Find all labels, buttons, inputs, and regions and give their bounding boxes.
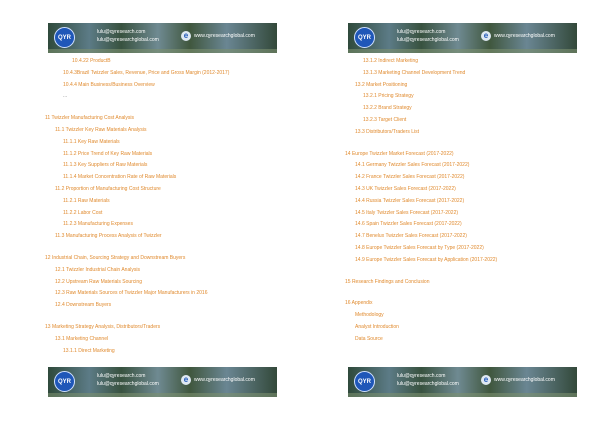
toc-entry[interactable]: 14.6 Spain Twizzler Sales Forecast (2017-2022)	[355, 221, 462, 228]
toc-entry[interactable]: 11.2.2 Labor Cost	[63, 209, 103, 216]
toc-entry[interactable]: 11.1.1 Key Raw Materials	[63, 138, 120, 145]
toc-entry[interactable]: 14.5 Italy Twizzler Sales Forecast (2017-2022)	[355, 209, 459, 216]
toc-entry[interactable]: 14.7 Benelux Twizzler Sales Forecast (2017-2022)	[355, 233, 467, 240]
banner-stripe	[348, 49, 577, 53]
toc-entry[interactable]: 16 Appendix	[345, 300, 373, 307]
internet-explorer-icon: e	[481, 31, 491, 41]
contact-email[interactable]: lulu@qyresearch.com	[97, 373, 146, 379]
qyr-logo: QYR	[54, 27, 75, 48]
qyr-logo: QYR	[54, 371, 75, 392]
toc-entry[interactable]: 13.1 Marketing Channel	[55, 335, 109, 342]
toc-entry[interactable]: 12.1 Twizzler Industrial Chain Analysis	[55, 266, 140, 273]
toc-entry[interactable]: 13.2.3 Target Client	[363, 117, 407, 123]
toc-entry[interactable]: 14.9 Europe Twizzler Sales Forecast by Application (2017-2022)	[355, 256, 498, 263]
toc-entry[interactable]: 11.1.4 Market Concentration Rate of Raw Materials	[63, 174, 177, 181]
right-page	[300, 0, 600, 424]
toc-entry[interactable]: 12.3 Raw Materials Sources of Twizzler Major Manufacturers in 2016	[55, 290, 208, 297]
toc-entry[interactable]: 15 Research Findings and Conclusion	[345, 278, 430, 285]
toc-entry[interactable]: 12 Industrial Chain, Sourcing Strategy and Downstream Buyers	[45, 255, 186, 261]
toc-entry[interactable]: 12.2 Upstream Raw Materials Sourcing	[55, 278, 142, 285]
toc-entry[interactable]: 11.2.3 Manufacturing Expenses	[63, 221, 133, 228]
website-link[interactable]: www.qyresearchglobal.com	[494, 377, 555, 383]
contact-email-alt[interactable]: lulu@qyresearchglobal.com	[97, 381, 159, 387]
toc-entry[interactable]: 13.1.1 Direct Marketing	[63, 347, 115, 354]
toc-entry[interactable]: 13.2.2 Brand Strategy	[363, 105, 412, 112]
banner-stripe	[48, 393, 277, 397]
toc-entry[interactable]: 11.1.3 Key Suppliers of Raw Materials	[63, 162, 148, 169]
internet-explorer-icon: e	[181, 31, 191, 41]
toc-entry[interactable]: 11 Twizzler Manufacturing Cost Analysis	[45, 115, 135, 122]
toc-entry[interactable]: 13.2 Market Positioning	[355, 81, 408, 88]
contact-email-alt[interactable]: lulu@qyresearchglobal.com	[97, 37, 159, 43]
contact-email[interactable]: lulu@qyresearch.com	[397, 29, 446, 35]
toc-entry[interactable]: 11.2.1 Raw Materials	[63, 197, 110, 204]
toc-entry[interactable]: 11.3 Manufacturing Process Analysis of Twizzler	[55, 233, 162, 240]
toc-entry[interactable]: 13 Marketing Strategy Analysis, Distributors/Traders	[45, 324, 161, 330]
toc-entry[interactable]: 11.1.2 Price Trend of Key Raw Materials	[63, 150, 153, 157]
toc-entry[interactable]: Analyst Introduction	[355, 324, 399, 330]
footer-banner	[48, 367, 277, 397]
toc-entry[interactable]: 13.2.1 Pricing Strategy	[363, 93, 414, 100]
website-link[interactable]: www.qyresearchglobal.com	[194, 33, 255, 39]
header-banner	[48, 23, 277, 53]
toc-entry[interactable]: ...	[63, 93, 68, 100]
toc-entry[interactable]: 13.3 Distributors/Traders List	[355, 128, 420, 135]
toc-entry[interactable]: 14.1 Germany Twizzler Sales Forecast (2017-2022)	[355, 162, 470, 169]
toc-entry[interactable]: 14.8 Europe Twizzler Sales Forecast by Type (2017-2022)	[355, 245, 484, 251]
contact-email[interactable]: lulu@qyresearch.com	[97, 29, 146, 35]
qyr-logo: QYR	[354, 371, 375, 392]
website-link[interactable]: www.qyresearchglobal.com	[194, 377, 255, 383]
toc-entry[interactable]: 11.2 Proportion of Manufacturing Cost Structure	[55, 186, 161, 192]
contact-email-alt[interactable]: lulu@qyresearchglobal.com	[397, 37, 459, 43]
header-banner	[348, 23, 577, 53]
banner-stripe	[48, 49, 277, 53]
contact-email-alt[interactable]: lulu@qyresearchglobal.com	[397, 381, 459, 387]
toc-entry[interactable]: 11.1 Twizzler Key Raw Materials Analysis	[55, 127, 147, 133]
toc-entry[interactable]: 13.1.3 Marketing Channel Development Trend	[363, 69, 466, 76]
toc-entry[interactable]: Data Source	[355, 335, 383, 342]
toc-entry[interactable]: 14 Europe Twizzler Market Forecast (2017-2022)	[345, 150, 454, 157]
contact-email[interactable]: lulu@qyresearch.com	[397, 373, 446, 379]
banner-stripe	[348, 393, 577, 397]
internet-explorer-icon: e	[481, 375, 491, 385]
toc-entry[interactable]: 14.4 Russia Twizzler Sales Forecast (2017-2022)	[355, 197, 465, 204]
toc-entry[interactable]: 14.3 UK Twizzler Sales Forecast (2017-2022)	[355, 186, 456, 192]
toc-entry[interactable]: 14.2 France Twizzler Sales Forecast (2017-2022)	[355, 174, 465, 181]
internet-explorer-icon: e	[181, 375, 191, 385]
footer-banner	[348, 367, 577, 397]
qyr-logo: QYR	[354, 27, 375, 48]
website-link[interactable]: www.qyresearchglobal.com	[494, 33, 555, 39]
toc-entry[interactable]: 12.4 Downstream Buyers	[55, 302, 112, 309]
toc-entry[interactable]: 10.4.4 Main Business/Business Overview	[63, 81, 155, 88]
toc-entry[interactable]: 10.4.22 ProductB	[72, 58, 111, 64]
toc-entry[interactable]: 10.4.3Brazil Twizzler Sales, Revenue, Price and Gross Margin (2012-2017)	[63, 69, 230, 76]
toc-entry[interactable]: Methodology	[355, 312, 384, 319]
toc-entry[interactable]: 13.1.2 Indirect Marketing	[363, 58, 419, 64]
